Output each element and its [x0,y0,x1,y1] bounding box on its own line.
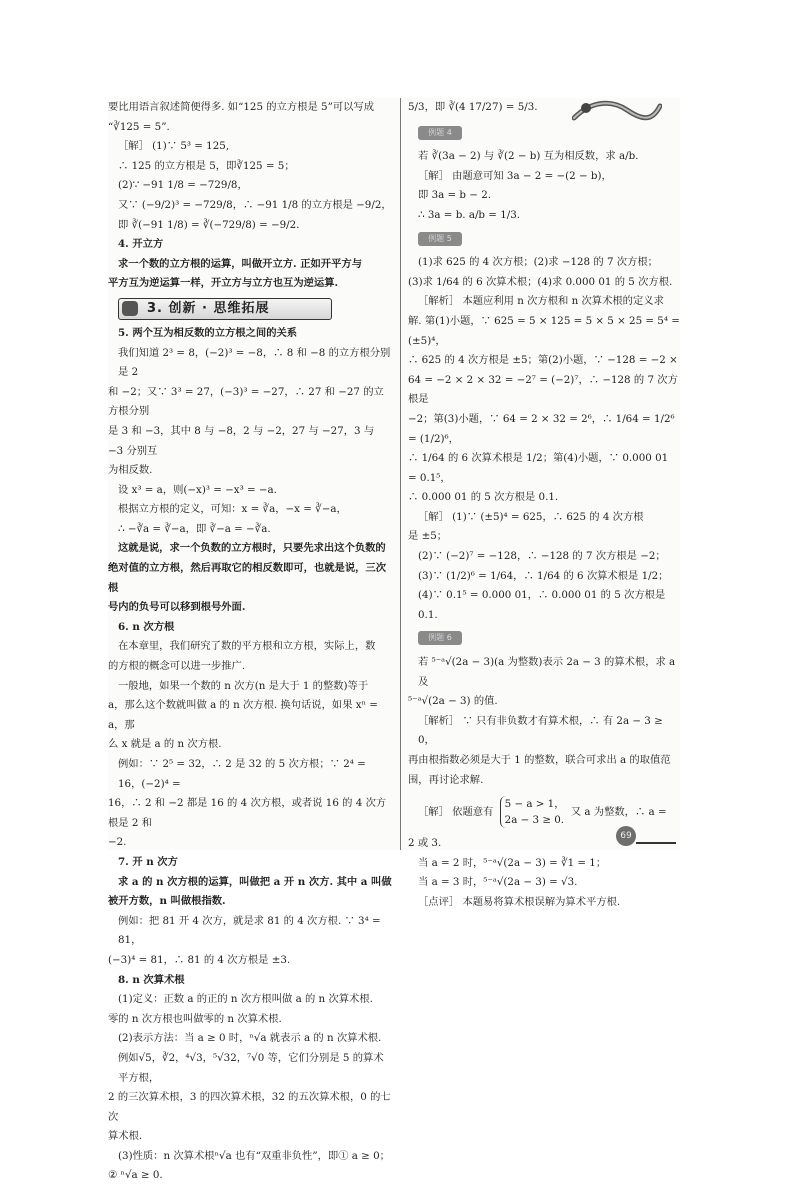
text-line: 为相反数. [108,464,153,477]
text-line: 和 −2；又∵ 3³ = 27，(−3)³ = −27，∴ 27 和 −27 的立方根分别 [108,385,384,418]
example-tag-row [408,124,680,144]
text-line: 这就是说，求一个负数的立方根时，只要先求出这个负数的 [118,542,386,555]
solution-line: (2)∵ (−2)⁷ = −128，∴ −128 的 7 次方根是 −2； [418,550,666,563]
text-line: 平方互为逆运算一样，开立方与立方也互为逆运算. [108,277,339,290]
text-line: a，那么这个数就叫做 a 的 n 次方根. 换句话说，如果 xⁿ = a，那 [108,699,378,731]
text-line: 求 a 的 n 次方根的运算，叫做把 a 开 n 次方. 其中 a 叫做 [118,875,392,888]
text-line: (−3)⁴ = 81，∴ 81 的 4 次方根是 ±3. [108,953,291,966]
text-line: “∛125 = 5”. [108,120,170,133]
text-line: (2)表示方法：当 a ≥ 0 时，ⁿ√a 就表示 a 的 n 次算术根. [118,1032,382,1045]
analysis-line: ［解析］ ∵ 只有非负数才有算术根，∴ 有 2a − 3 ≥ 0， [418,714,663,747]
solution-line: 2 或 3. [408,837,442,850]
section-banner [118,298,332,320]
analysis-line: ∴ 0.000 01 的 5 次方根是 0.1. [408,491,559,504]
text-line: 算术根. [108,1130,143,1143]
page-number-badge: 69 [616,826,636,846]
solution-line: (3)∵ (1/2)⁶ = 1/64，∴ 1/64 的 6 次算术根是 1/2； [418,569,669,582]
solution-line-cases [408,796,680,828]
page-number [616,826,672,848]
text-line: 16，∴ 2 和 −2 都是 16 的 4 次方根，或者说 16 的 4 次方根是 2 和 [108,797,387,829]
solution-line: ［解］ (1)∵ 5³ = 125, [118,140,230,153]
text-line: 被开方数，n 叫做根指数. [108,895,226,908]
text-line: 例如√5，∛2，⁴√3，⁵√32，⁷√0 等，它们分别是 5 的算术平方根， [118,1051,384,1084]
text-line: ② ⁿ√a ≥ 0. [108,1169,163,1182]
heading-7: 7. 开 n 次方 [118,855,178,868]
analysis-line: 64 = −2 × 2 × 32 = −2⁷ = (−2)⁷，∴ −128 的 7 次方根是 [408,373,678,406]
decorative-swirl-icon [572,96,662,124]
book-page [108,98,680,1182]
heading-6: 6. n 次方根 [118,620,175,633]
solution-line: (2)∵ −91 1/8 = −729/8， [118,179,248,192]
right-column [408,98,680,913]
solution-tail: 又 a 为整数，∴ a = [570,806,667,819]
text-line: 设 x³ = a，则(−x)³ = −x³ = −a. [118,483,277,496]
heading-8: 8. n 次算术根 [118,973,185,986]
solution-line: (4)∵ 0.1⁵ = 0.000 01，∴ 0.000 01 的 5 次方根是 0.1. [418,589,666,621]
text-line: 的方根的概念可以进一步推广. [108,660,246,673]
heading-5: 5. 两个互为相反数的立方根之间的关系 [118,326,298,339]
text-line: 2 的三次算术根，3 的四次算术根，32 的五次算术根，0 的七次 [108,1091,391,1123]
solution-line: 当 a = 3 时，⁵⁻ᵃ√(2a − 3) = √3. [418,876,578,889]
text-line: 根据立方根的定义，可知：x = ∛a，−x = ∛−a， [118,503,347,516]
text-line: 若 ∛(3a − 2) 与 ∛(2 − b) 互为相反数，求 a/b. [418,150,639,163]
text-line: 号内的负号可以移到根号外面. [108,601,246,614]
heading-4: 4. 开立方 [118,238,164,251]
column-divider [400,98,401,850]
example-tag: 例题 6 [418,631,462,645]
text-line: 要比用语言叙述简便得多. 如“125 的立方根是 5”可以写成 [108,101,375,113]
text-line: 绝对值的立方根，然后再取它的相反数即可，也就是说，三次根 [108,562,387,594]
text-line: 例如：把 81 开 4 次方，就是求 81 的 4 次方根. ∵ 3⁴ = 81， [118,914,381,947]
solution-line: ∴ 125 的立方根是 5，即∛125 = 5； [118,159,295,172]
solution-line: 即 3a = b − 2. [418,189,492,202]
case-line: 2a − 3 ≥ 0. [504,814,565,827]
analysis-line: 围，再讨论求解. [408,773,484,786]
page-number-rule [636,842,676,844]
example-tag-row [408,230,680,250]
brain-icon [122,301,138,316]
text-line: (3)求 1/64 的 6 次算术根；(4)求 0.000 01 的 5 次方根. [408,275,673,288]
solution-line: 又∵ (−9/2)³ = −729/8，∴ −91 1/8 的立方根是 −9/2， [118,198,392,211]
text-line: 例如：∵ 2⁵ = 32，∴ 2 是 32 的 5 次方根；∵ 2⁴ = 16，(−2)⁴ = [118,758,366,790]
solution-line: ∴ 3a = b. a/b = 1/3. [418,208,521,221]
solution-line: 当 a = 2 时，⁵⁻ᵃ√(2a − 3) = ∛1 = 1； [418,856,607,869]
text-line: 我们知道 2³ = 8，(−2)³ = −8，∴ 8 和 −8 的立方根分别是 2 [118,346,391,379]
text-line: 5/3，即 ∛(4 17/27) = 5/3. [408,101,538,113]
case-line: 5 − a > 1， [504,798,565,811]
text-line: (1)求 625 的 4 次方根；(2)求 −128 的 7 次方根； [418,256,658,269]
analysis-line: ∴ 1/64 的 6 次算术根是 1/2；第(4)小题，∵ 0.000 01 = 0.1⁵， [408,452,669,484]
text-line: −2. [108,836,127,849]
example-tag-row [408,629,680,649]
solution-line: 即 ∛(−91 1/8) = ∛(−729/8) = −9/2. [118,218,300,231]
case-brace [500,796,565,828]
text-line: 零的 n 次方根也叫做零的 n 次算术根. [108,1012,282,1025]
solution-line: 是 ±5； [408,530,448,543]
analysis-line: 解. 第(1)小题，∵ 625 = 5 × 125 = 5 × 5 × 25 = 5⁴ = (±5)⁴， [408,314,680,347]
text-line: ⁵⁻ᵃ√(2a − 3) 的值. [408,695,498,708]
analysis-line: 再由根指数必须是大于 1 的整数，联合可求出 a 的取值范 [408,754,671,766]
text-line: 一般地，如果一个数的 n 次方(n 是大于 1 的整数)等于 [118,679,369,692]
analysis-line: ∴ 625 的 4 次方根是 ±5；第(2)小题，∵ −128 = −2 × [408,354,678,367]
analysis-line: −2；第(3)小题，∵ 64 = 2 × 32 = 2⁶，∴ 1/64 = 1/2⁶ = (1/2)⁶， [408,412,675,445]
solution-line: ［解］ 由题意可知 3a − 2 = −(2 − b)， [418,169,612,182]
solution-label: ［解］ 依题意有 [418,806,494,819]
solution-line: ［解］ (1)∵ (±5)⁴ = 625，∴ 625 的 4 次方根 [418,510,644,523]
text-line: 么 x 就是 a 的 n 次方根. [108,738,222,751]
comment-line: ［点评］ 本题易将算术根误解为算术平方根. [418,895,621,908]
analysis-line: ［解析］ 本题应利用 n 次方根和 n 次算术根的定义求 [418,295,664,308]
text-line: (3)性质：n 次算术根ⁿ√a 也有“双重非负性”，即① a ≥ 0； [118,1149,390,1162]
text-line: ∴ −∛a = ∛−a，即 ∛−a = −∛a. [118,522,271,535]
left-column [108,98,392,1186]
text-line: 若 ⁵⁻ᵃ√(2a − 3)(a 为整数)表示 2a − 3 的算术根，求 a 及 [418,656,676,688]
text-line: 求一个数的立方根的运算，叫做开立方. 正如开平方与 [118,257,362,270]
text-line: 在本章里，我们研究了数的平方根和立方根，实际上，数 [118,640,376,653]
example-tag: 例题 4 [418,126,462,140]
section-title: 3. 创新 · 思维拓展 [147,300,270,316]
text-line: 是 3 和 −3，其中 8 与 −8，2 与 −2，27 与 −27，3 与 −3 分别互 [108,424,375,457]
text-line: (1)定义：正数 a 的正的 n 次方根叫做 a 的 n 次算术根. [118,993,373,1006]
example-tag: 例题 5 [418,232,462,246]
